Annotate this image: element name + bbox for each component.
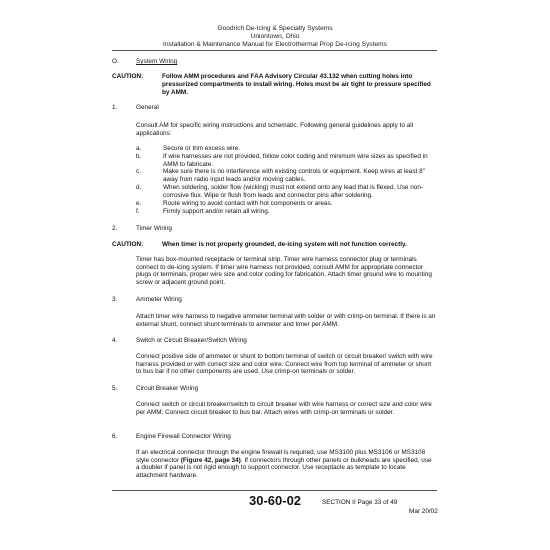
- caution-text: Follow AMM procedures and FAA Advisory Circular 43.132 when cutting holes into pressurized compartments to install wiring. Holes must be air tight to pressure specified by AMM.: [162, 73, 431, 96]
- sublist-letter: b.: [136, 153, 142, 160]
- item-title: Circuit Breaker Wiring: [136, 385, 199, 392]
- section-title: System Wiring: [136, 58, 178, 65]
- section-page-info: SECTION II Page 33 of 49: [322, 499, 398, 506]
- sublist-text: If wire harnesses are not provided, follow color coding and minimum wire sizes as specified in AMM to fabricate.: [163, 153, 428, 168]
- item-paragraph: Connect positive side of ammeter or shunt to bottom terminal of switch or circuit breaker/ switch with wire harness provided or with correct size and color wire. Connect wire from top terminal of ammeter or shunt to bus bar if no other components are used. Use crimp-on terminals or solder.: [136, 353, 433, 376]
- header-manual-title: Installation & Maintenance Manual for Electrothermal Prop De-Icing Systems: [163, 41, 387, 48]
- sublist-letter: f.: [136, 208, 140, 215]
- footer-divider: [112, 490, 437, 491]
- sublist-letter: c.: [136, 168, 141, 175]
- item-title: Timer Wiring: [136, 225, 172, 232]
- paragraph-text: If an electrical connector through the engine firewall is required, use MS3100 plus MS3106 or MS3108 style connector: [136, 449, 426, 464]
- item-number: 6.: [112, 433, 118, 440]
- sublist-letter: d.: [136, 184, 142, 191]
- caution-label: CAUTION:: [112, 73, 144, 80]
- paragraph-text: . If connectors through other panels or bulkheads are specified, use a doubler if panel is not rigid enough to support connector. Use receptacle as template to locate attachment hardware.: [136, 456, 432, 479]
- item-paragraph: Connect switch or circuit breaker/switch to circuit breaker with wire harness or correct size and color wire per AMM. Connect circuit breaker to bus bar. Attach wires with crimp-on terminals or solder.: [136, 401, 432, 416]
- figure-reference: (Figure 42, page 34): [180, 456, 241, 464]
- item-number: 3.: [112, 296, 118, 303]
- caution-label: CAUTION:: [112, 241, 144, 248]
- item-title: Ammeter Wiring: [136, 296, 182, 303]
- item-title: Engine Firewall Connector Wiring: [136, 433, 231, 440]
- item-paragraph: Timer has box-mounted receptacle or terminal strip. Timer wire harness connector plug or terminals connect to de-icing system. If timer wire harness not provided, consult AMM for appropriate connector plugs or terminals, proper wire size and color coding for fabrication. Attach timer ground wire to mounting screw or adjacent ground point.: [136, 256, 432, 286]
- item-number: 4.: [112, 337, 118, 344]
- item-title: Switch or Circuit Breaker/Switch Wiring: [136, 337, 247, 344]
- header-location: Uniontown, Ohio: [250, 33, 300, 40]
- item-number: 2.: [112, 225, 118, 232]
- sublist-text: Route wiring to avoid contact with hot components or areas.: [163, 200, 333, 207]
- item-paragraph: [136, 449, 436, 479]
- sublist-letter: a.: [136, 145, 142, 152]
- item-paragraph: Consult AM for specific wiring instructions and schematic. Following general guidelines apply to all applications:: [136, 122, 414, 137]
- item-number: 5.: [112, 385, 118, 392]
- document-number: 30-60-02: [249, 493, 302, 508]
- header-divider: [112, 50, 437, 51]
- item-number: 1.: [112, 104, 118, 111]
- sublist-text: Firmly support and/or retain all wiring.: [163, 208, 270, 215]
- sublist-letter: e.: [136, 200, 142, 207]
- revision-date: Mar 20/02: [409, 508, 438, 515]
- sublist-text: Secure or trim excess wire.: [163, 145, 241, 152]
- sublist-text: When soldering, solder flow (wicking) must not extend onto any lead that is flexed. Use non-corrosive flux. Wipe or flush from leads and connector pins after soldering.: [163, 184, 424, 199]
- sublist-text: Make sure there is no interference with existing controls or equipment. Keep wires at least 8" away from radio input leads and/or moving cables.: [163, 168, 425, 183]
- caution-text: When timer is not properly grounded, de-icing system will not function correctly.: [162, 241, 407, 248]
- section-letter: O.: [112, 58, 119, 65]
- header-company: Goodrich De-Icing & Specialty Systems: [217, 25, 333, 32]
- item-paragraph: Attach timer wire harness to negative ammeter terminal with solder or with crimp-on terminal. If there is an external shunt, connect shunt terminals to ammeter and timer per AMM.: [136, 313, 436, 328]
- item-title: General: [136, 104, 159, 111]
